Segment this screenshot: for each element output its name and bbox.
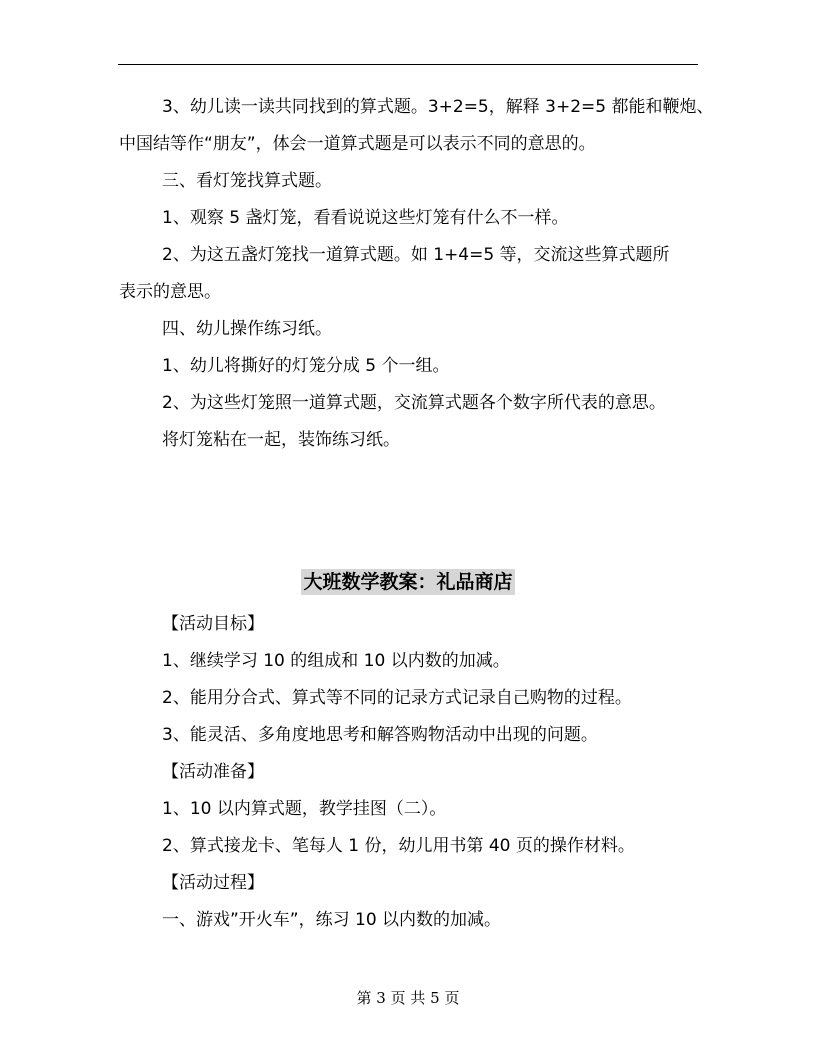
paragraph-line: 2、为这些灯笼照一道算式题，交流算式题各个数字所代表的意思。 [162, 393, 666, 413]
paragraph-line: 一、游戏”开火车”，练习 10 以内数的加减。 [162, 910, 502, 930]
section-label-process: 【活动过程】 [162, 873, 264, 893]
section-label-preparation: 【活动准备】 [162, 762, 264, 782]
paragraph-line: 2、能用分合式、算式等不同的记录方式记录自己购物的过程。 [162, 688, 632, 708]
paragraph-line: 表示的意思。 [119, 282, 221, 302]
lesson-title-container [0, 569, 816, 595]
paragraph-line: 1、幼儿将撕好的灯笼分成 5 个一组。 [162, 356, 450, 376]
paragraph-line: 3、能灵活、多角度地思考和解答购物活动中出现的问题。 [162, 725, 598, 745]
header-rule [118, 64, 698, 65]
paragraph-line: 1、继续学习 10 的组成和 10 以内数的加减。 [162, 651, 510, 671]
paragraph-line: 3、幼儿读一读共同找到的算式题。3+2=5，解释 3+2=5 都能和鞭炮、 [162, 97, 714, 117]
paragraph-line: 2、算式接龙卡、笔每人 1 份，幼儿用书第 40 页的操作材料。 [162, 836, 635, 856]
paragraph-line: 1、10 以内算式题，教学挂图（二）。 [162, 799, 447, 819]
section-heading: 三、看灯笼找算式题。 [162, 171, 332, 191]
paragraph-line: 1、观察 5 盏灯笼，看看说说这些灯笼有什么不一样。 [162, 208, 569, 228]
paragraph-line: 2、为这五盏灯笼找一道算式题。如 1+4=5 等，交流这些算式题所 [162, 245, 670, 265]
section-label-goals: 【活动目标】 [162, 614, 264, 634]
section-heading: 四、幼儿操作练习纸。 [162, 319, 332, 339]
paragraph-line: 中国结等作“朋友”，体会一道算式题是可以表示不同的意思的。 [119, 134, 596, 154]
lesson-title: 大班数学教案：礼品商店 [303, 571, 513, 593]
paragraph-line: 将灯笼粘在一起，装饰练习纸。 [162, 430, 400, 450]
page-number: 第 3 页 共 5 页 [356, 989, 460, 1007]
